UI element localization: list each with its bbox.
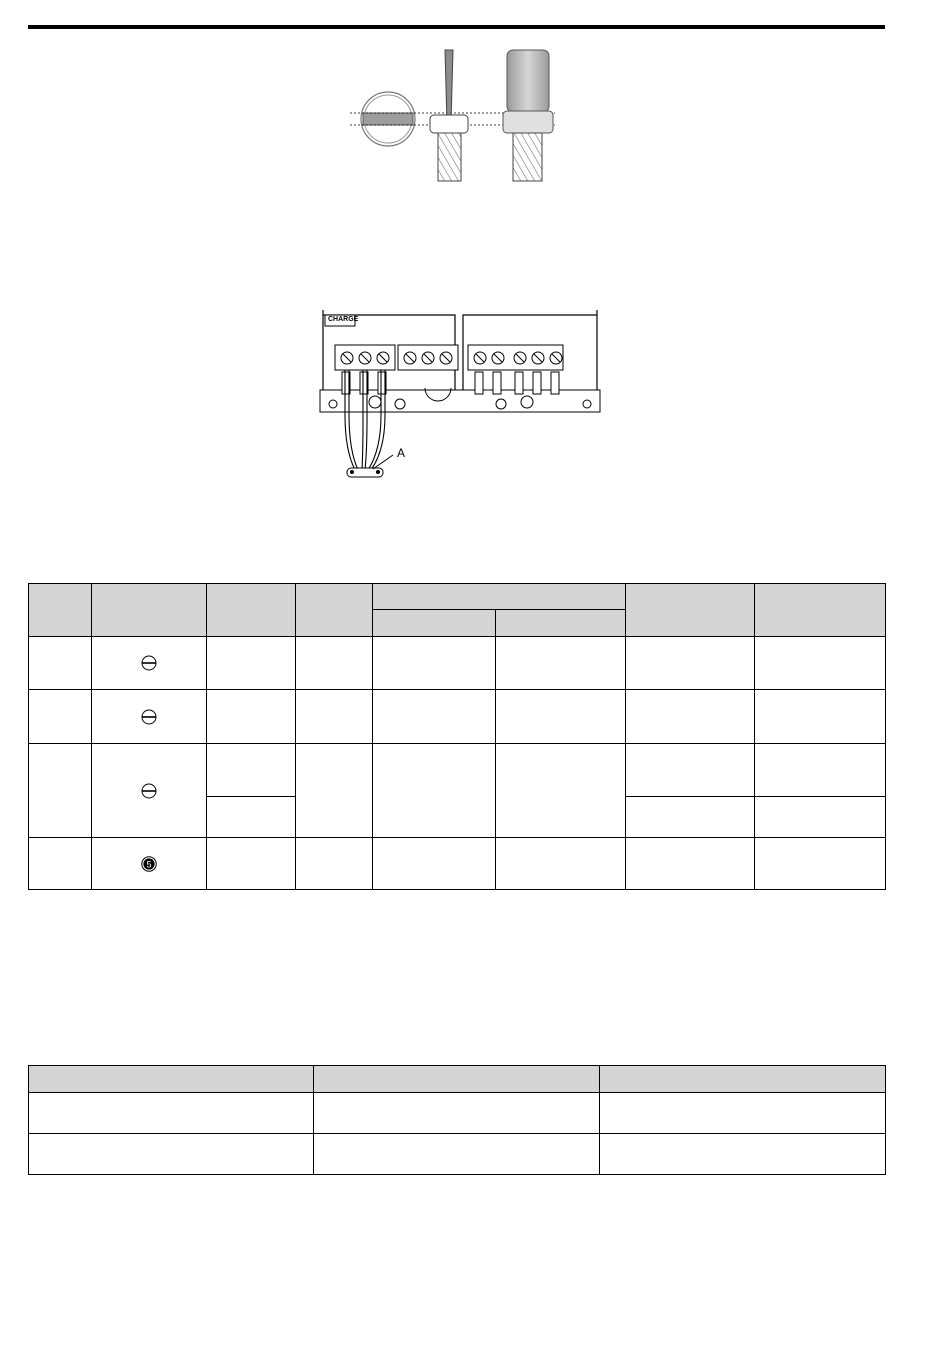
table-cell — [207, 744, 296, 797]
table-cell — [373, 744, 496, 838]
table-cell — [207, 690, 296, 744]
table-cell — [314, 1093, 600, 1134]
table-cell — [92, 637, 207, 690]
table-row — [29, 637, 886, 690]
table-cell — [296, 637, 373, 690]
table-cell — [755, 637, 886, 690]
header-cell — [296, 584, 373, 637]
charge-indicator-label: CHARGE — [328, 316, 359, 323]
table-cell — [207, 797, 296, 838]
table-cell — [755, 838, 886, 890]
screwdriver-fit-drawing — [345, 45, 575, 190]
table-cell — [600, 1093, 886, 1134]
table-cell — [755, 744, 886, 797]
subheader-cell — [373, 610, 496, 637]
header-cell — [29, 1066, 314, 1093]
table-cell — [29, 744, 92, 838]
table-cell — [496, 690, 626, 744]
header-cell — [314, 1066, 600, 1093]
table-cell — [207, 838, 296, 890]
table-cell — [373, 690, 496, 744]
terminal-wiring-figure — [315, 310, 605, 485]
table-row — [29, 744, 886, 797]
table-cell — [373, 637, 496, 690]
table-cell — [626, 797, 755, 838]
table-cell — [496, 637, 626, 690]
table-cell — [626, 690, 755, 744]
table-cell — [92, 690, 207, 744]
table-cell — [296, 690, 373, 744]
table-cell — [92, 838, 207, 890]
table-cell — [755, 690, 886, 744]
header-cell — [92, 584, 207, 637]
table-cell — [29, 1134, 314, 1175]
table-cell — [373, 838, 496, 890]
table-cell — [496, 744, 626, 838]
top-rule — [28, 25, 885, 29]
table-cell — [29, 838, 92, 890]
table-cell — [296, 744, 373, 838]
clamp-callout-label: A — [397, 446, 406, 460]
screwdriver-fit-figure — [345, 45, 575, 190]
header-group-cell — [373, 584, 626, 610]
table-cell — [626, 838, 755, 890]
table-cell — [29, 637, 92, 690]
table-cell — [29, 1093, 314, 1134]
subheader-cell — [496, 610, 626, 637]
table-row — [29, 1134, 886, 1175]
table-cell — [496, 838, 626, 890]
table-row — [29, 838, 886, 890]
header-cell — [755, 584, 886, 637]
table-cell — [207, 637, 296, 690]
table-row — [29, 690, 886, 744]
table-cell — [626, 637, 755, 690]
table-cell — [92, 744, 207, 838]
slotted-screw-icon — [141, 655, 157, 671]
table-cell — [626, 744, 755, 797]
table-row — [29, 1093, 886, 1134]
slotted-screw-icon — [141, 783, 157, 799]
header-cell — [600, 1066, 886, 1093]
terminal-block-drawing — [315, 310, 605, 485]
hex-socket-size-label: 5 — [146, 858, 152, 869]
header-cell — [207, 584, 296, 637]
secondary-table — [28, 1065, 886, 1175]
table-cell — [314, 1134, 600, 1175]
slotted-screw-icon — [141, 709, 157, 725]
table-cell — [600, 1134, 886, 1175]
screw-spec-table — [28, 583, 886, 890]
table-cell — [29, 690, 92, 744]
table-cell — [296, 838, 373, 890]
table-cell — [755, 797, 886, 838]
header-cell — [626, 584, 755, 637]
header-cell — [29, 584, 92, 637]
hex-socket-size-5-icon — [141, 856, 157, 872]
